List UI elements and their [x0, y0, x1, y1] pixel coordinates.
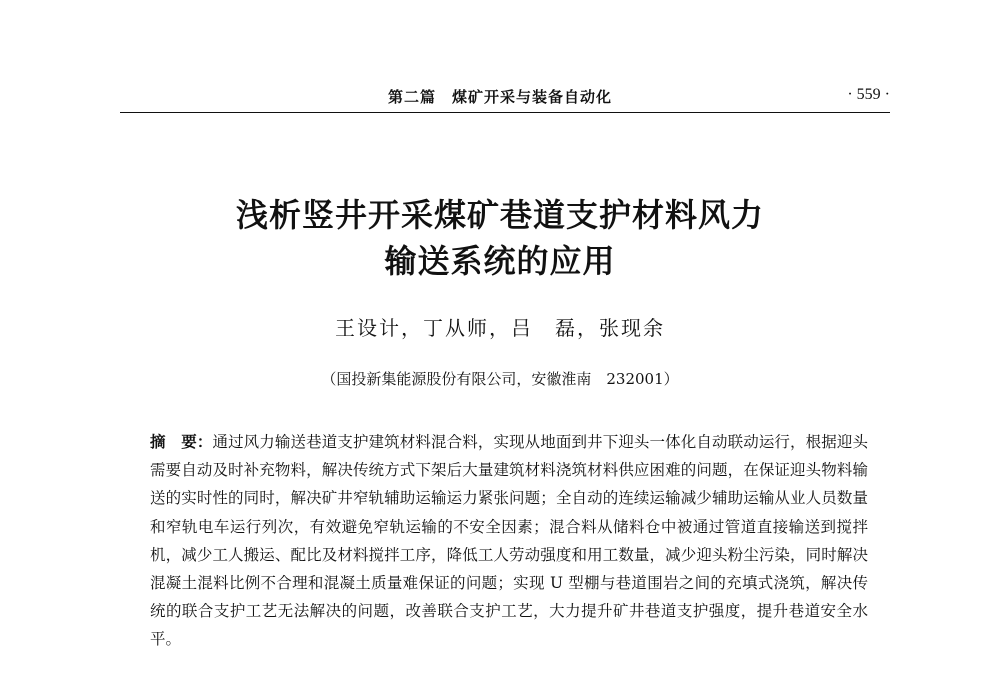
running-header [120, 84, 890, 112]
header-rule [120, 112, 890, 113]
affiliation: （国投新集能源股份有限公司，安徽淮南 232001） [321, 370, 679, 388]
page-number: · 559 · [847, 86, 890, 103]
abstract-text: 通过风力输送巷道支护建筑材料混合料，实现从地面到井下迎头一体化自动联动运行，根据迎头需要自动及时补充物料，解决传统方式下架后大量建筑材料浇筑材料供应困难的问题，在保证迎头物料输送的实时性的同时，解决矿井窄轨辅助运输运力紧张问题；全自动的连续运输减少辅助运输从业人员数量和窄轨电车运行列次，有效避免窄轨运输的不安全因素；混合料从储料仓中被通过管道直接输送到搅拌机，减少工人搬运、配比及材料搅拌工序，降低工人劳动强度和用工数量，减少迎头粉尘污染，同时解决混凝土混料比例不合理和混凝土质量难保证的问题；实现 U 型棚与巷道围岩之间的充填式浇筑，解决传统的联合支护工艺无法解决的问题，改善联合支护工艺，大力提升矿井巷道支护强度，提升巷道安全水平。 [150, 433, 868, 649]
author-list: 王设计，丁从师，吕 磊，张现余 [335, 316, 665, 340]
abstract-label: 摘 要： [150, 433, 213, 451]
title-line-2: 输送系统的应用 [384, 242, 616, 280]
section-title: 第二篇 煤矿开采与装备自动化 [388, 88, 613, 106]
title-line-1: 浅析竖井开采煤矿巷道支护材料风力 [235, 196, 764, 234]
paper-title [0, 192, 1000, 284]
abstract [150, 428, 868, 654]
